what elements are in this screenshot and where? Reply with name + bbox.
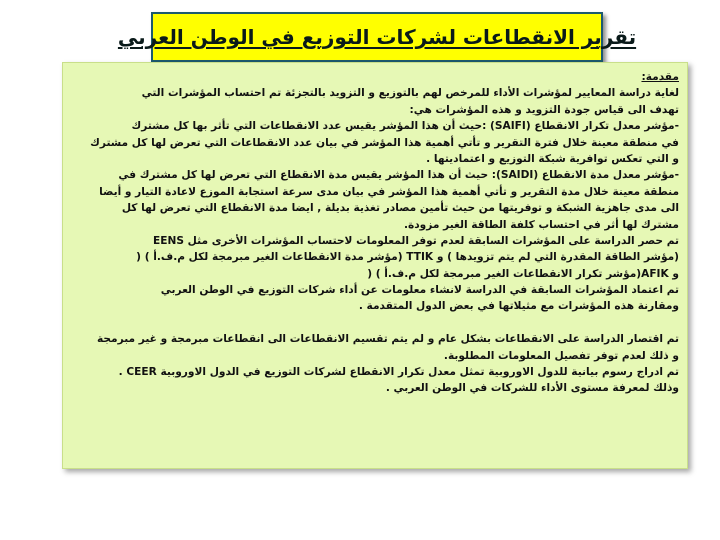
body-line: -مؤشر معدل تكرار الانقطاع (SAIFI) :حيث أن هذا المؤشر يقيس عدد الانقطاعات التي تأثر بها كل مشترك — [131, 120, 679, 133]
body-line: ومقارنة هذه المؤشرات مع مثيلاتها في بعض الدول المتقدمة . — [358, 300, 679, 313]
body-line: تهدف الى قياس جودة التزويد و هذه المؤشرات هي: — [409, 103, 679, 116]
body-line: تم ادراج رسوم بيانية للدول الاوروبية تمثل معدل تكرار الانقطاع لشركات التوزيع في الدول الاوروبية CEER . — [118, 366, 679, 379]
body-line: تم حصر الدراسة على المؤشرات السابقة لعدم توفر المعلومات لاحتساب المؤشرات الأخرى مثل EENS — [153, 234, 679, 247]
blank-line — [73, 315, 679, 331]
body-line: و التي تعكس توافرية شبكة التوزيع و اعتماديتها . — [426, 152, 679, 165]
body-line: وذلك لمعرفة مستوى الأداء للشركات في الوطن العربي . — [385, 382, 679, 395]
body-line: و AFIK(مؤشر تكرار الانقطاعات الغير مبرمجة لكل م.ف.أ ) ( — [367, 267, 679, 280]
body-line: في منطقة معينة خلال فترة التقرير و تأتي أهمية هذا المؤشر في بيان عدد الانقطاعات التي تعرض لها كل مشترك — [90, 136, 679, 149]
body-line: تم اعتماد المؤشرات السابقة في الدراسة لانشاء معلومات عن أداء شركات التوزيع في الوطن العربي — [160, 284, 679, 297]
body-line: تم اقتصار الدراسة على الانقطاعات بشكل عام و لم يتم تقسيم الانقطاعات الى انقطاعات مبرمجة و غير مبرمجة — [96, 333, 679, 346]
body-line: (مؤشر الطاقة المقدرة التي لم يتم تزويدها ) و TTIK (مؤشر مدة الانقطاعات الغير مبرمجة لكل م.ف.أ ) ( — [136, 251, 679, 264]
body-line: و ذلك لعدم توفر تفصيل المعلومات المطلوبة. — [443, 349, 679, 362]
body-line: -مؤشر معدل مدة الانقطاع (SAIDI): حيث أن هذا المؤشر يقيس مدة الانقطاع التي تعرض لها كل مشترك في — [118, 169, 679, 182]
body-line: منطقة معينة خلال مدة التقرير و تأتي أهمية هذا المؤشر في بيان مدى سرعة استجابة الموزع لاعادة التيار و أيضا — [99, 185, 679, 198]
section-heading: مقدمة: — [641, 71, 679, 83]
body-line: لغاية دراسة المعايير لمؤشرات الأداء للمرخص لهم بالتوزيع و التزويد بالتجزئة تم احتساب المؤشرات التي — [141, 87, 679, 100]
slide-title: تقرير الانقطاعات لشركات التوزيع في الوطن العربي — [117, 25, 637, 49]
body-line: الى مدى جاهزية الشبكة و توفريتها من حيث تأمين مصادر تغذية بديلة , ايضا مدة الانقطاع التي تعرض لها كل — [121, 202, 679, 215]
slide-content-box — [62, 62, 688, 469]
body-line: مشترك لها أثر في احتساب كلفة الطاقة الغير مزودة. — [403, 218, 679, 231]
slide-body — [73, 69, 679, 397]
slide-title-box — [117, 12, 637, 62]
